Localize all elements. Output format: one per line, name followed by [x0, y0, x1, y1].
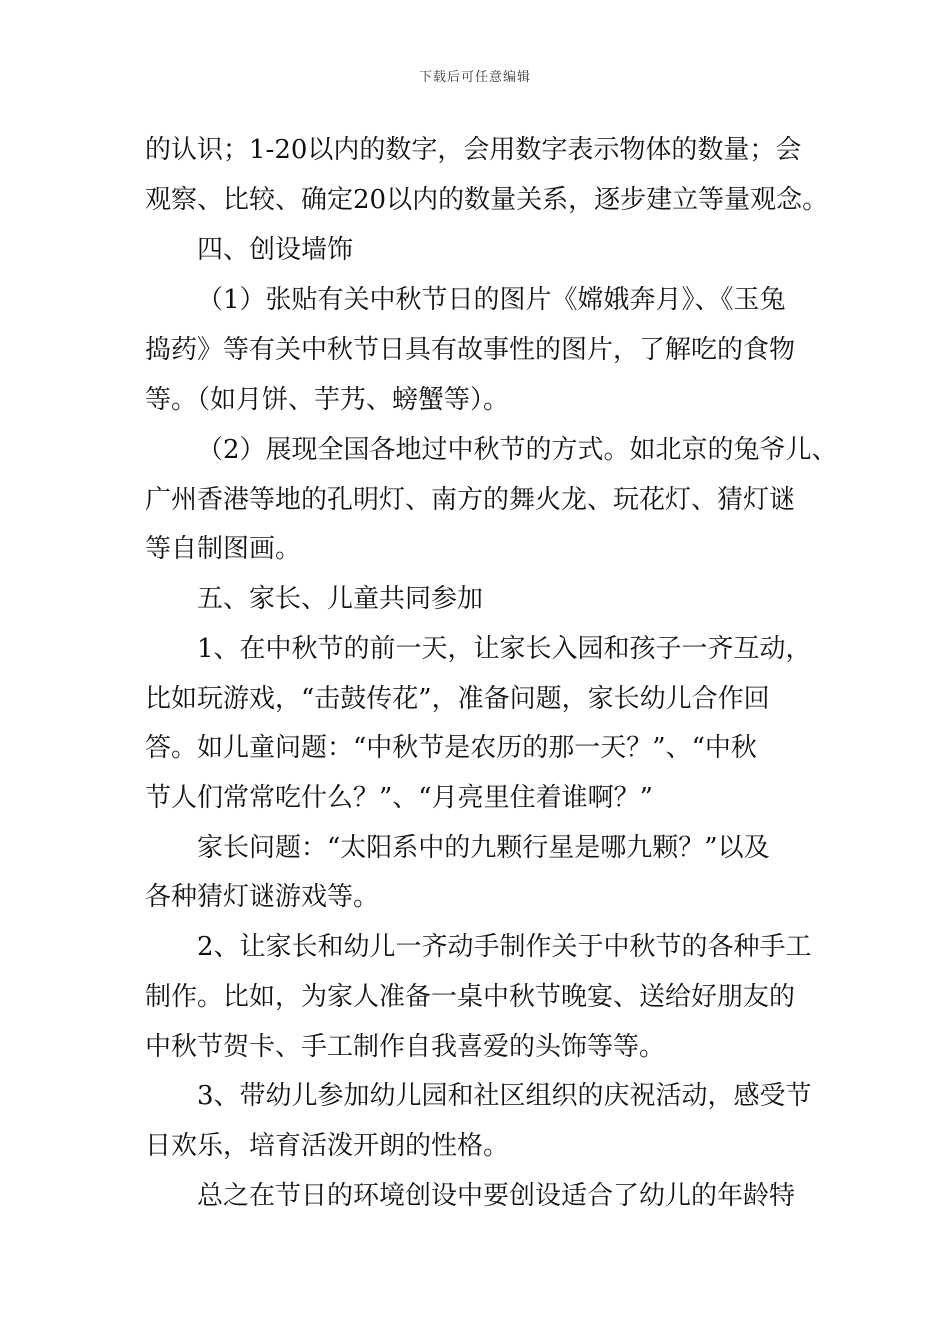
text-line: 家长问题：“太阳系中的九颗行星是哪九颗？”以及	[197, 833, 770, 863]
text-line: 观察、比较、确定20以内的数量关系，逐步建立等量观念。	[145, 185, 829, 215]
text-line: 的认识；1-20以内的数字，会用数字表示物体的数量；会	[145, 135, 802, 165]
text-line: 五、家长、儿童共同参加	[197, 584, 484, 614]
page-header: 下载后可任意编辑	[418, 70, 531, 85]
text-line: 1、在中秋节的前一天，让家长入园和孩子一齐互动，	[197, 634, 812, 664]
text-line: 四、创设墙饰	[197, 235, 354, 265]
text-line: 捣药》等有关中秋节日具有故事性的图片，了解吃的食物	[145, 335, 796, 365]
text-line: 答。如儿童问题：“中秋节是农历的那一天？”、“中秋	[145, 733, 757, 763]
text-line: 3、带幼儿参加幼儿园和社区组织的庆祝活动，感受节	[197, 1081, 812, 1111]
text-line: 中秋节贺卡、手工制作自我喜爱的头饰等等。	[145, 1032, 666, 1062]
text-line: 节人们常常吃什么？”、“月亮里住着谁啊？”	[145, 783, 653, 813]
text-line: 比如玩游戏，“击鼓传花”，准备问题，家长幼儿合作回	[145, 684, 770, 714]
text-line: （2）展现全国各地过中秋节的方式。如北京的兔爷儿、	[197, 435, 838, 465]
text-line: 各种猜灯谜游戏等。	[145, 882, 380, 912]
text-line: 总之在节日的环境创设中要创设适合了幼儿的年龄特	[197, 1181, 796, 1211]
text-line: 日欢乐，培育活泼开朗的性格。	[145, 1131, 510, 1161]
text-line: 广州香港等地的孔明灯、南方的舞火龙、玩花灯、猜灯谜	[145, 485, 796, 515]
text-line: 等。（如月饼、芋艿、螃蟹等）。	[145, 385, 510, 415]
text-line: 制作。比如，为家人准备一桌中秋节晚宴、送给好朋友的	[145, 982, 796, 1012]
text-line: 2、让家长和幼儿一齐动手制作关于中秋节的各种手工	[197, 932, 812, 962]
text-line: 等自制图画。	[145, 534, 302, 564]
text-line: （1）张贴有关中秋节日的图片《嫦娥奔月》、《玉兔	[197, 285, 786, 315]
